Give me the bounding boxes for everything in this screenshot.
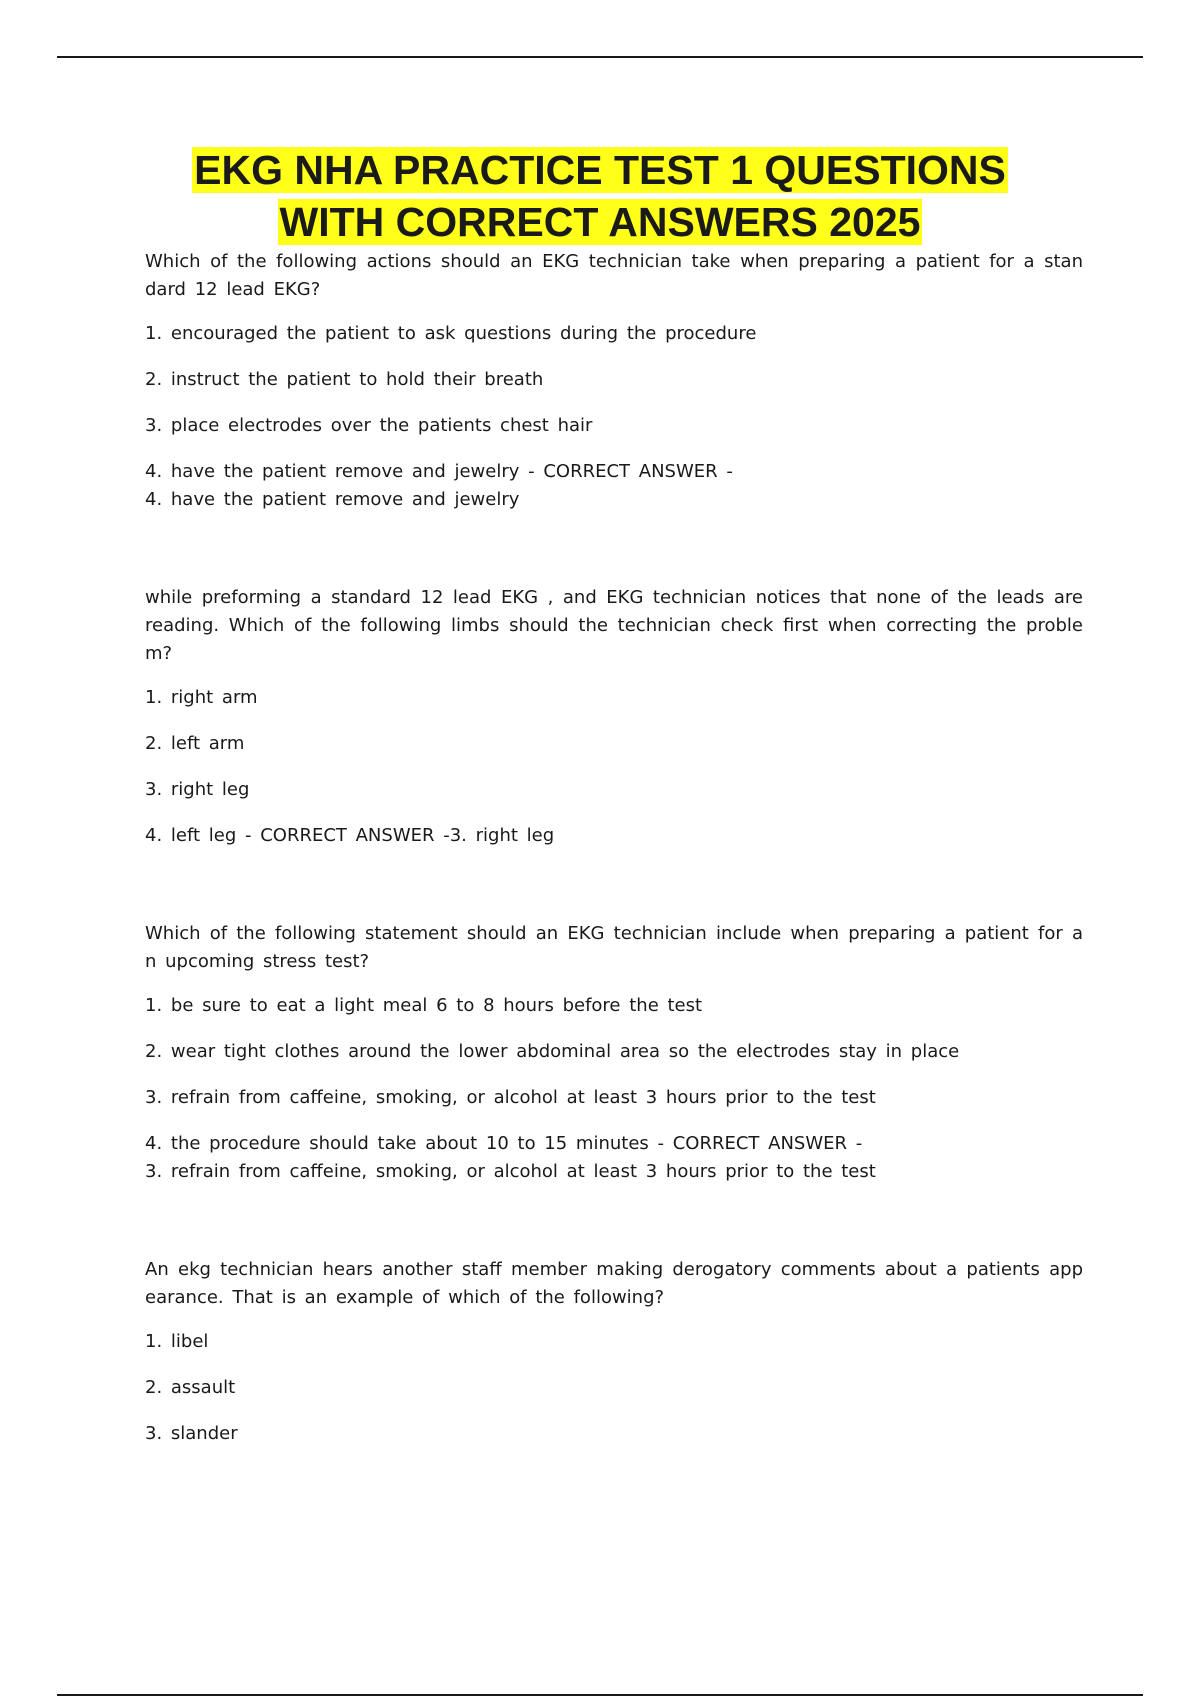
list-item: 2. assault [145,1377,236,1398]
bottom-rule [57,1694,1143,1696]
question-text: while preforming a standard 12 lead EKG , and EKG technician notices that none of the leads are reading. Which of the following limbs should the technician check first when correcting the proble m? [145,587,1083,664]
option-list [145,684,1083,850]
spacer [145,850,1083,920]
title-line-1: EKG NHA PRACTICE TEST 1 QUESTIONS [194,147,1006,193]
list-item: 2. wear tight clothes around the lower abdominal area so the electrodes stay in place [145,1041,960,1062]
list-item: 3. place electrodes over the patients chest hair [145,415,593,436]
list-item: 4. left leg - CORRECT ANSWER -3. right leg [145,825,555,846]
answer-text: 4. have the patient remove and jewelry [145,489,520,510]
list-item: 2. instruct the patient to hold their breath [145,369,544,390]
answer-text: 3. refrain from caffeine, smoking, or alcohol at least 3 hours prior to the test [145,1161,876,1182]
list-item: 3. right leg [145,779,250,800]
question-block-1 [145,248,1083,514]
document-body [145,248,1083,1448]
title-line-2: WITH CORRECT ANSWERS 2025 [279,199,921,245]
list-item: 1. be sure to eat a light meal 6 to 8 hours before the test [145,995,703,1016]
top-rule [57,56,1143,58]
list-item: 1. right arm [145,687,258,708]
option-list [145,320,1083,486]
question-block-2 [145,584,1083,850]
question-block-4 [145,1256,1083,1448]
list-item: 4. have the patient remove and jewelry - CORRECT ANSWER - [145,461,733,482]
list-item: 2. left arm [145,733,245,754]
question-block-3 [145,920,1083,1186]
question-text: An ekg technician hears another staff member making derogatory comments about a patients app earance. That is an example of which of the following? [145,1259,1083,1308]
list-item: 1. encouraged the patient to ask questions during the procedure [145,323,757,344]
spacer [145,514,1083,584]
question-text: Which of the following statement should an EKG technician include when preparing a patient for a n upcoming stress test? [145,923,1083,972]
list-item: 3. refrain from caffeine, smoking, or alcohol at least 3 hours prior to the test [145,1087,876,1108]
document-title [0,144,1200,248]
spacer [145,1186,1083,1256]
list-item: 4. the procedure should take about 10 to 15 minutes - CORRECT ANSWER - [145,1133,863,1154]
list-item: 3. slander [145,1423,238,1444]
list-item: 1. libel [145,1331,209,1352]
question-text: Which of the following actions should an EKG technician take when preparing a patient for a stan dard 12 lead EKG? [145,251,1083,300]
option-list [145,992,1083,1158]
option-list [145,1328,1083,1448]
